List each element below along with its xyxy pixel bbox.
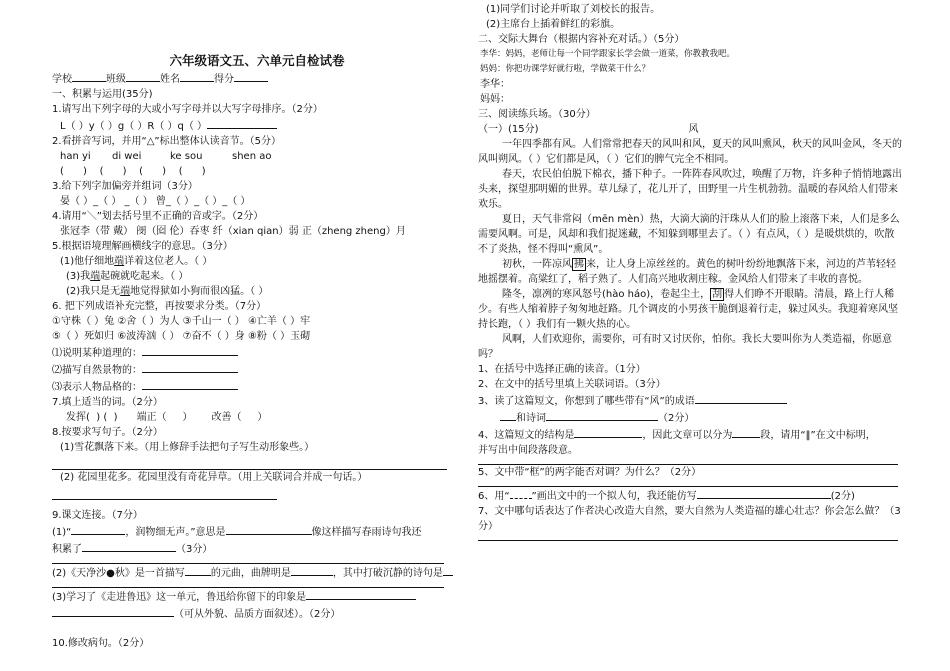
dialog-line-3[interactable]: 李华： <box>480 79 510 90</box>
q9-3-blank-b[interactable] <box>52 605 174 617</box>
passage-title: 风 <box>688 124 699 135</box>
q9-1b: ，润物细无声。”意思是 <box>125 527 226 538</box>
q9-2a: (2)《天净沙●秋》是一首描写 <box>52 568 185 579</box>
q9-item-1-cont <box>52 540 462 557</box>
q5-1-underlined: 端 <box>114 256 125 267</box>
q6-c3-blank[interactable] <box>142 378 238 390</box>
p4-post: 来，让人身上凉丝丝的。黄色的树叶纷纷地飘落下来，河边的芦苇轻轻地摇摆着。高粱红了，稻子熟了。人们高兴地收割庄稼。金风给人们带来了丰收的喜悦。 <box>478 259 896 285</box>
p4-boxed-char: 拂 <box>574 259 584 270</box>
school-label: 学校 <box>52 74 72 85</box>
question-5: 5.根据语境理解画横线字的意思。（3分） <box>52 241 233 252</box>
question-9: 9.课文连接。（7分） <box>52 510 143 521</box>
p5-pre: 隆冬，凛冽的寒风怒号(hào háo)，卷起尘土， <box>502 289 711 300</box>
question-8-item-2: (2) 花园里花多。花园里没有奇花异草。（用上关联词合并成一句话。） <box>60 472 368 483</box>
passage-paragraph-1: 一年四季都有风。人们常常把春天的风叫和风，夏天的风叫熏风，秋天的风叫金风，冬天的风叫朔风。（ ）它们都是风，（ ）它们的脾气完全不相同。 <box>478 139 902 165</box>
question-7-items[interactable]: 发挥( ) ( ) 端正（ ） 改善（ ） <box>66 412 268 423</box>
name-field[interactable] <box>180 70 214 82</box>
right-column <box>478 2 903 541</box>
q9-2b: 的元曲，曲牌明是 <box>210 568 291 579</box>
q8-2-answer-line[interactable] <box>52 485 277 500</box>
q9-2-blank-b[interactable] <box>291 564 333 576</box>
rq4-blank-b[interactable] <box>732 426 760 438</box>
question-10: 10.修改病句。（2分） <box>52 638 150 649</box>
section-2-heading: 二、交际大舞台（根据内容补充对话。）（5分） <box>478 34 685 45</box>
question-8: 8.按要求写句子。（2分） <box>52 427 163 438</box>
question-2: 2.看拼音写词，并用“△”标出整体认读音节。（5分） <box>52 136 281 147</box>
question-5-item-1 <box>52 254 462 269</box>
dialog-line-1: 李华：妈妈，老师让每一个同学跟家长学会做一道菜，你教教我吧。 <box>480 49 736 59</box>
rq7-line[interactable] <box>478 534 898 541</box>
q9-1-blank-a[interactable] <box>71 523 125 535</box>
class-field[interactable] <box>126 70 160 82</box>
q9-1c: 像这样描写春雨诗句我还 <box>311 527 422 538</box>
dialog-line-2: 妈妈：你把功课学好就行啦，学做菜干什么？ <box>480 64 651 74</box>
q1-answer-blank[interactable] <box>207 117 277 129</box>
rq3-blank-b[interactable] <box>500 409 516 421</box>
rq5-line[interactable] <box>478 480 898 487</box>
reading-question-6 <box>478 487 903 504</box>
q1-letters: L（ ）y（ ）g（ ）R（ ）q（ ） <box>60 121 208 132</box>
rq6c: (2分) <box>830 491 855 502</box>
question-5-item-2 <box>52 269 462 284</box>
question-4-items: 张冠李（带 戴） 阌（囵 伦）吞枣 纤（xian qian）弱 正（zheng zheng）月 <box>60 226 406 237</box>
passage-paragraph-4 <box>478 257 903 287</box>
question-6: 6. 把下列成语补充完整，再按要求分类。（7分） <box>52 301 267 312</box>
reading-question-3 <box>478 392 903 409</box>
q6-category-1 <box>52 344 462 361</box>
rq6b: ”画出文中的一个拟人句，我还能仿写 <box>531 491 697 502</box>
question-3: 3.给下列字加偏旁并组词（3分） <box>52 181 198 192</box>
reading-question-1: 1、在括号中选择正确的读音。（1分） <box>478 364 646 375</box>
reading-question-7: 7、文中哪句话表达了作者决心改造大自然，要大自然为人类造福的雄心壮志？你会怎么做？（3分） <box>478 506 901 532</box>
q9-2-blank-a[interactable] <box>185 564 211 576</box>
dialog-line-4[interactable]: 妈妈： <box>480 94 510 105</box>
question-1-items <box>52 117 462 134</box>
pinyin-4: shen ao <box>232 151 272 162</box>
reading-question-5: 5、文中带“框”的两字能否对调？为什么？（2分） <box>478 467 702 478</box>
q9-3b: （可从外貌、品质方面叙述）。（2分） <box>174 609 341 620</box>
rq3-blank-c[interactable] <box>546 409 658 421</box>
reading-1-header <box>478 122 903 137</box>
rq4c: 段，请用“‖”在文中标明， <box>760 430 876 441</box>
section-3-heading: 三、阅读练兵场。（30分） <box>478 109 596 120</box>
rq6-mark-sample <box>510 487 532 499</box>
q5-1-post: 详着这位老人。（ ） <box>124 256 213 267</box>
exam-header <box>52 70 462 87</box>
school-field[interactable] <box>72 70 106 82</box>
question-6-items-1[interactable]: ①守株（ ）兔 ②舍（ ）为人 ③千山一（ ） ④亡羊（ ）牢 <box>52 316 311 327</box>
q6-c1-label: ⑴说明某种道理的： <box>52 348 142 359</box>
p5-boxed-char: 刮 <box>712 289 723 300</box>
q9-1d: 积累了 <box>52 544 82 555</box>
q9-1-blank-c[interactable] <box>82 540 176 552</box>
q9-2c: ，其中打破沉静的诗句是 <box>332 568 443 579</box>
section-1-heading: 一、积累与运用(35分) <box>52 89 153 100</box>
question-5-item-3 <box>52 284 462 299</box>
rq6-blank[interactable] <box>697 487 831 499</box>
q10-sentence-1: (1)同学们讨论并听取了刘校长的报告。 <box>486 4 661 15</box>
q5-1-pre: (1)他仔细地 <box>60 256 115 267</box>
q9-item-3 <box>52 588 462 605</box>
question-7: 7.填上适当的词。（2分） <box>52 397 163 408</box>
left-column <box>52 0 462 651</box>
reading-question-4-cont: 并写出中间段落段意。 <box>478 445 578 456</box>
rq3a: 3、读了这篇短文，你想到了哪些带有“风”的成语 <box>478 396 695 407</box>
passage-paragraph-2: 春天，农民伯伯脱下棉衣，播下种子。一阵阵春风吹过，唤醒了万物，许多种子悄悄地露出头来，探望那明媚的世界。草儿绿了，花儿开了，田野里一片生机勃勃。温暖的春风给人们带来欢乐。 <box>478 169 902 210</box>
rq3b: 和诗词 <box>516 413 546 424</box>
name-label: 姓名 <box>160 74 180 85</box>
p4-pre: 初秋，一阵凉风 <box>502 259 572 270</box>
class-label: 班级 <box>106 74 126 85</box>
q5-2-underlined: 端 <box>90 271 101 282</box>
q9-1-line[interactable] <box>52 557 444 564</box>
q5-3-pre: (2)我只是无 <box>66 286 121 297</box>
q6-category-2 <box>52 361 462 378</box>
q9-2-blank-c[interactable] <box>443 564 453 576</box>
p5-post: 得人们睁不开眼睛。清晨，路上行人稀少。有些人缩着脖子匆匆地赶路。几个调皮的小男孩干脆倒退着行走，躲过风头。我迎着寒风坚持长跑，（ ）我们有一颗火热的心。 <box>478 289 898 330</box>
reading-1-label: （一）(15分) <box>478 124 539 135</box>
question-8-item-1: (1)雪花飘落下来。（用上修辞手法把句子写生动形象些。） <box>60 442 315 453</box>
rq4a: 4、这篇短文的结构是 <box>478 430 575 441</box>
q9-3a: (3)学习了《走进鲁迅》这一单元，鲁迅给你留下的印象是 <box>52 592 307 603</box>
q9-3-blank-a[interactable] <box>306 588 416 600</box>
q5-2-post: 起碗就吃起来。（ ） <box>100 271 189 282</box>
q8-1-answer-line[interactable] <box>52 455 447 470</box>
q9-item-2 <box>52 564 462 581</box>
q6-c2-blank[interactable] <box>142 361 238 373</box>
question-4: 4.请用“＼”划去括号里不正确的音或字。（2分） <box>52 211 264 222</box>
q6-c2-label: ⑵描写自然景物的： <box>52 365 142 376</box>
question-1: 1.请写出下列字母的大或小写字母并以大写字母排序。（2分） <box>52 104 323 115</box>
passage-paragraph-3: 夏日，天气非常闷（mēn mèn）热，大滴大滴的汗珠从人们的脸上滚落下来，人们是多么需要风啊。可是，风却和我们捉迷藏，不知躲到哪里去了。（ ）有点风，（ ）是暖烘烘的，吹散不了炎热，怪不得叫“熏风”。 <box>478 214 900 255</box>
rq4-blank-a[interactable] <box>574 426 642 438</box>
rq6a: 6、用“ <box>478 491 510 502</box>
q9-1e: （3分） <box>176 544 213 555</box>
passage-paragraph-6: 风啊，人们欢迎你，需要你，可有时又讨厌你，怕你。我长大要叫你为人类造福，你愿意吗？ <box>478 334 892 360</box>
pinyin-1: han yi <box>60 151 91 162</box>
q5-3-post: 地觉得狱如小狗而很凶猛。（ ） <box>130 286 269 297</box>
q10-sentence-2: (2)主席台上插着鲜红的彩旗。 <box>486 19 621 30</box>
reading-question-3-cont <box>478 409 903 426</box>
q9-2-line[interactable] <box>52 581 444 588</box>
rq3-blank-a[interactable] <box>695 392 787 404</box>
pinyin-2: di wei <box>112 151 142 162</box>
question-3-items[interactable]: 晏（ ）_（ ） _（ ） 曾_（ ）_（ ）_（ ） <box>60 196 251 207</box>
q9-1a: (1)“ <box>52 527 72 538</box>
q9-1-blank-b[interactable] <box>226 523 312 535</box>
q9-item-3-cont <box>52 605 462 622</box>
exam-title: 六年级语文五、六单元自检试卷 <box>169 53 345 68</box>
pinyin-3: ke sou <box>170 151 203 162</box>
q9-item-1 <box>52 523 462 540</box>
q5-2-pre: (3)我 <box>66 271 91 282</box>
q5-3-underlined: 端 <box>120 286 131 297</box>
reading-question-4 <box>478 426 903 443</box>
reading-question-2: 2、在文中的括号里填上关联词语。（3分） <box>478 379 666 390</box>
q6-c3-label: ⑶表示人物品格的： <box>52 382 142 393</box>
q6-c1-blank[interactable] <box>142 344 238 356</box>
passage-paragraph-5 <box>478 287 903 332</box>
question-2-pinyin <box>52 149 462 164</box>
rq4-line[interactable] <box>478 458 898 465</box>
question-6-items-2[interactable]: ⑤（ ）死如归 ⑥波涛汹（ ） ⑦奋不（ ）身 ⑧粉（ ）玉砌 <box>52 331 311 342</box>
question-2-blanks[interactable]: ( ) ( ) ( ) ( ) <box>60 166 206 177</box>
rq4b: ，因此文章可以分为 <box>642 430 733 441</box>
q6-category-3 <box>52 378 462 395</box>
score-field[interactable] <box>234 70 268 82</box>
rq3c: （2分） <box>658 413 695 424</box>
score-label: 得分 <box>214 74 234 85</box>
